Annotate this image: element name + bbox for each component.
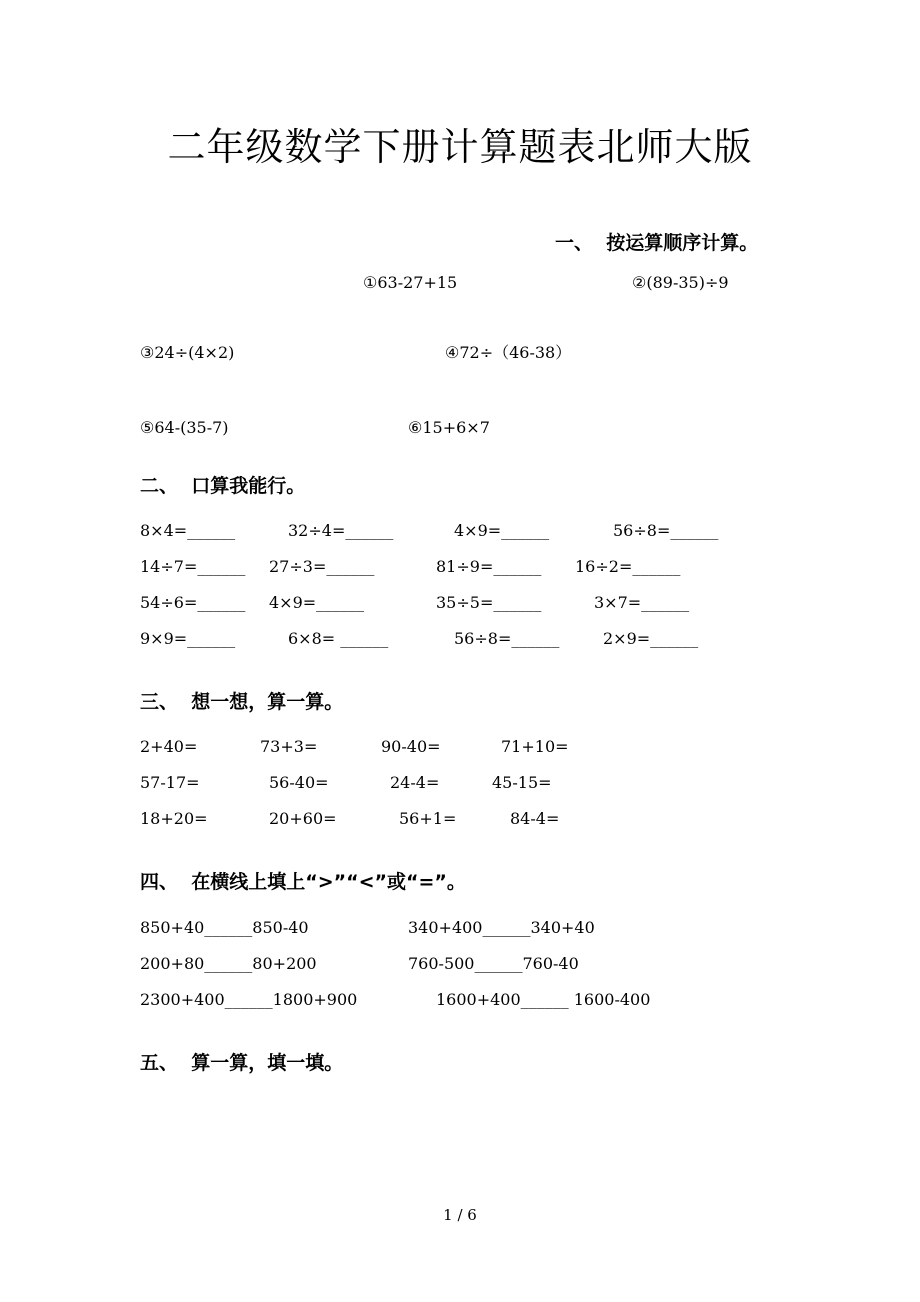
s4-r3-c2: 1600+400______ 1600-400 [436, 990, 651, 1009]
s2-r4-c4: 2×9=______ [603, 629, 699, 648]
section-1-heading: 一、 按运算顺序计算。 [555, 232, 759, 254]
s3-r2-c2: 56-40= [269, 773, 329, 792]
page-title: 二年级数学下册计算题表北师大版 [167, 125, 753, 169]
s1-item-4: ④72÷（46-38） [445, 343, 572, 362]
section-2-heading: 二、 口算我能行。 [140, 475, 306, 497]
s2-r2-c4: 16÷2=______ [575, 557, 681, 576]
s4-r1-c1: 850+40______850-40 [140, 918, 309, 937]
s2-r4-c3: 56÷8=______ [454, 629, 560, 648]
s3-r3-c2: 20+60= [269, 809, 337, 828]
s2-r4-c1: 9×9=______ [140, 629, 236, 648]
page-number: 1 / 6 [443, 1206, 477, 1224]
s2-r1-c3: 4×9=______ [454, 521, 550, 540]
section-5-heading: 五、 算一算，填一填。 [140, 1052, 344, 1074]
s1-item-1: ①63-27+15 [363, 273, 458, 292]
s3-r3-c4: 84-4= [510, 809, 560, 828]
s1-item-6: ⑥15+6×7 [408, 418, 490, 437]
s4-r2-c2: 760-500______760-40 [408, 954, 579, 973]
s3-r1-c3: 90-40= [381, 737, 441, 756]
s2-r2-c1: 14÷7=______ [140, 557, 246, 576]
s3-r1-c1: 2+40= [140, 737, 198, 756]
s1-item-5: ⑤64-(35-7) [140, 418, 229, 437]
s3-r1-c4: 71+10= [501, 737, 569, 756]
s3-r2-c3: 24-4= [390, 773, 440, 792]
s2-r1-c1: 8×4=______ [140, 521, 236, 540]
section-4-heading: 四、 在横线上填上“>”“<”或“=”。 [140, 871, 466, 893]
s1-item-3: ③24÷(4×2) [140, 343, 235, 362]
s4-r3-c1: 2300+400______1800+900 [140, 990, 358, 1009]
s2-r3-c4: 3×7=______ [594, 593, 690, 612]
s2-r3-c3: 35÷5=______ [436, 593, 542, 612]
s2-r2-c2: 27÷3=______ [269, 557, 375, 576]
s2-r4-c2: 6×8= ______ [288, 629, 389, 648]
s4-r1-c2: 340+400______340+40 [408, 918, 595, 937]
s2-r3-c1: 54÷6=______ [140, 593, 246, 612]
s4-r2-c1: 200+80______80+200 [140, 954, 317, 973]
s2-r2-c3: 81÷9=______ [436, 557, 542, 576]
s1-item-2: ②(89-35)÷9 [632, 273, 729, 292]
s3-r3-c3: 56+1= [399, 809, 457, 828]
s2-r1-c4: 56÷8=______ [613, 521, 719, 540]
s2-r3-c2: 4×9=______ [269, 593, 365, 612]
s2-r1-c2: 32÷4=______ [288, 521, 394, 540]
s3-r3-c1: 18+20= [140, 809, 208, 828]
section-3-heading: 三、 想一想，算一算。 [140, 691, 344, 713]
s3-r2-c1: 57-17= [140, 773, 200, 792]
s3-r1-c2: 73+3= [260, 737, 318, 756]
s3-r2-c4: 45-15= [492, 773, 552, 792]
